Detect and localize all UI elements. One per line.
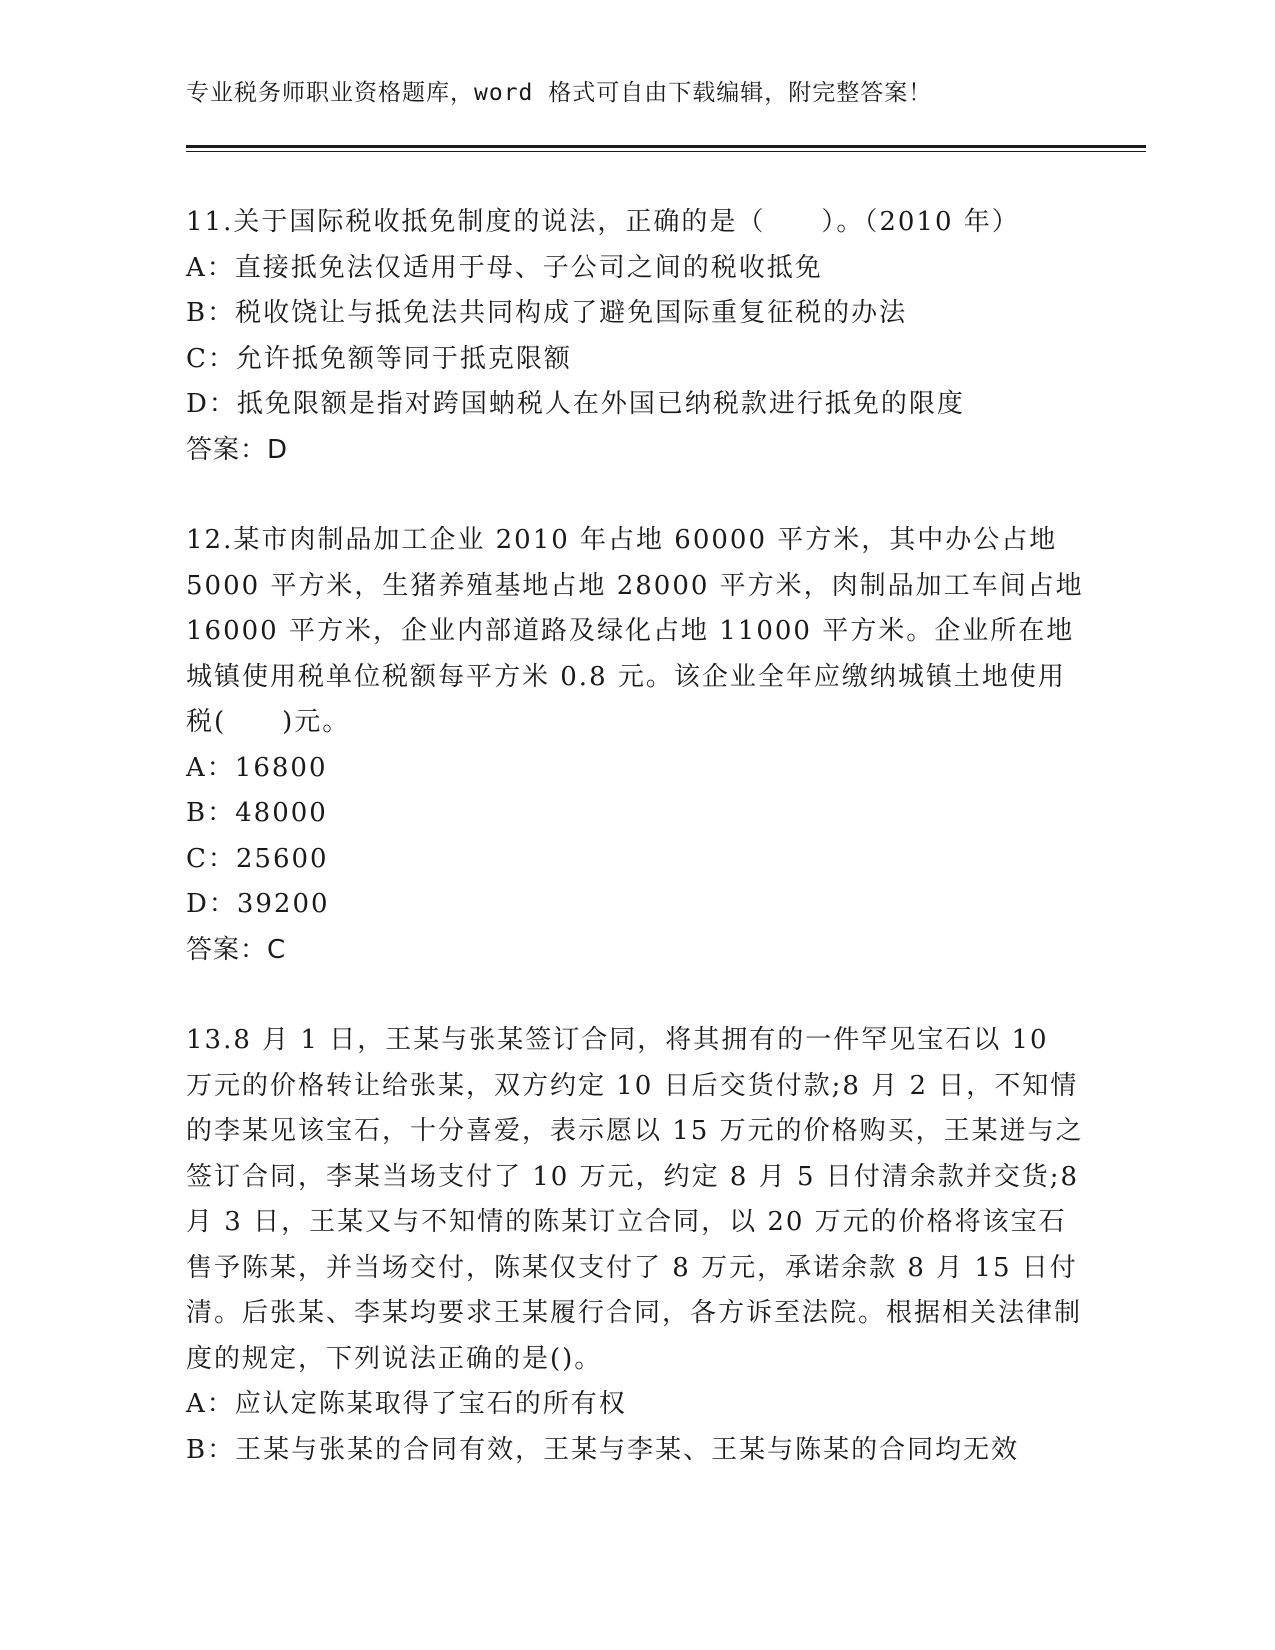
answer-line: 答案：D <box>186 434 289 465</box>
question-stem: 12.某市肉制品加工企业 2010 年占地 60000 平方米，其中办公占地 5000 平方米，生猪养殖基地占地 28000 平方米，肉制品加工车间占地 16000 平方米，企业内部道路及绿化占地 11000 平方米。企业所在地城镇使用税单位税额每平方米 0.8 元。该企业全年应缴纳城镇土地使用税( )元。 <box>186 525 1084 737</box>
option-b: B：王某与张某的合同有效，王某与李某、王某与陈某的合同均无效 <box>186 1434 1020 1465</box>
option-d: D：39200 <box>186 889 330 919</box>
option-a: A：16800 <box>186 752 328 783</box>
question-stem: 11.关于国际税收抵免制度的说法，正确的是（ ）。（2010 年） <box>186 207 1020 237</box>
option-a: A：应认定陈某取得了宝石的所有权 <box>186 1389 627 1419</box>
option-b: B：48000 <box>186 798 328 828</box>
question-13 <box>186 1018 1086 1473</box>
question-stem: 13.8 月 1 日，王某与张某签订合同，将其拥有的一件罕见宝石以 10 万元的价格转让给张某，双方约定 10 日后交货付款;8 月 2 日，不知情的李某见该宝石，十分喜爱，表示愿以 15 万元的价格购买，王某迸与之签订合同，李某当场支付了 10 万元，约定 8 月 5 日付清余款并交货;8 月 3 日，王某又与不知情的陈某订立合同，以 20 万元的价格将该宝石售予陈某，并当场交付，陈某仅支付了 8 万元，承诺余款 8 月 15 日付清。后张某、李某均要求王某履行合同，各方诉至法院。根据相关法律制度的规定，下列说法正确的是()。 <box>186 1025 1084 1374</box>
option-a: A：直接抵免法仅适用于母、子公司之间的税收抵免 <box>186 252 823 283</box>
header-rule-thin <box>186 151 1146 152</box>
question-list <box>186 200 1086 1518</box>
option-c: C：允许抵免额等同于抵克限额 <box>186 343 572 374</box>
answer-line: 答案：C <box>186 934 287 965</box>
question-12 <box>186 518 1086 973</box>
option-c: C：25600 <box>186 843 329 874</box>
option-b: B：税收饶让与抵免法共同构成了避免国际重复征税的办法 <box>186 298 908 328</box>
question-11 <box>186 200 1086 473</box>
header-rule <box>186 145 1146 148</box>
page-header-text: 专业税务师职业资格题库，word 格式可自由下载编辑，附完整答案！ <box>186 80 933 106</box>
option-d: D：抵免限额是指对跨国蚋税人在外国已纳税款进行抵免的限度 <box>186 389 965 419</box>
